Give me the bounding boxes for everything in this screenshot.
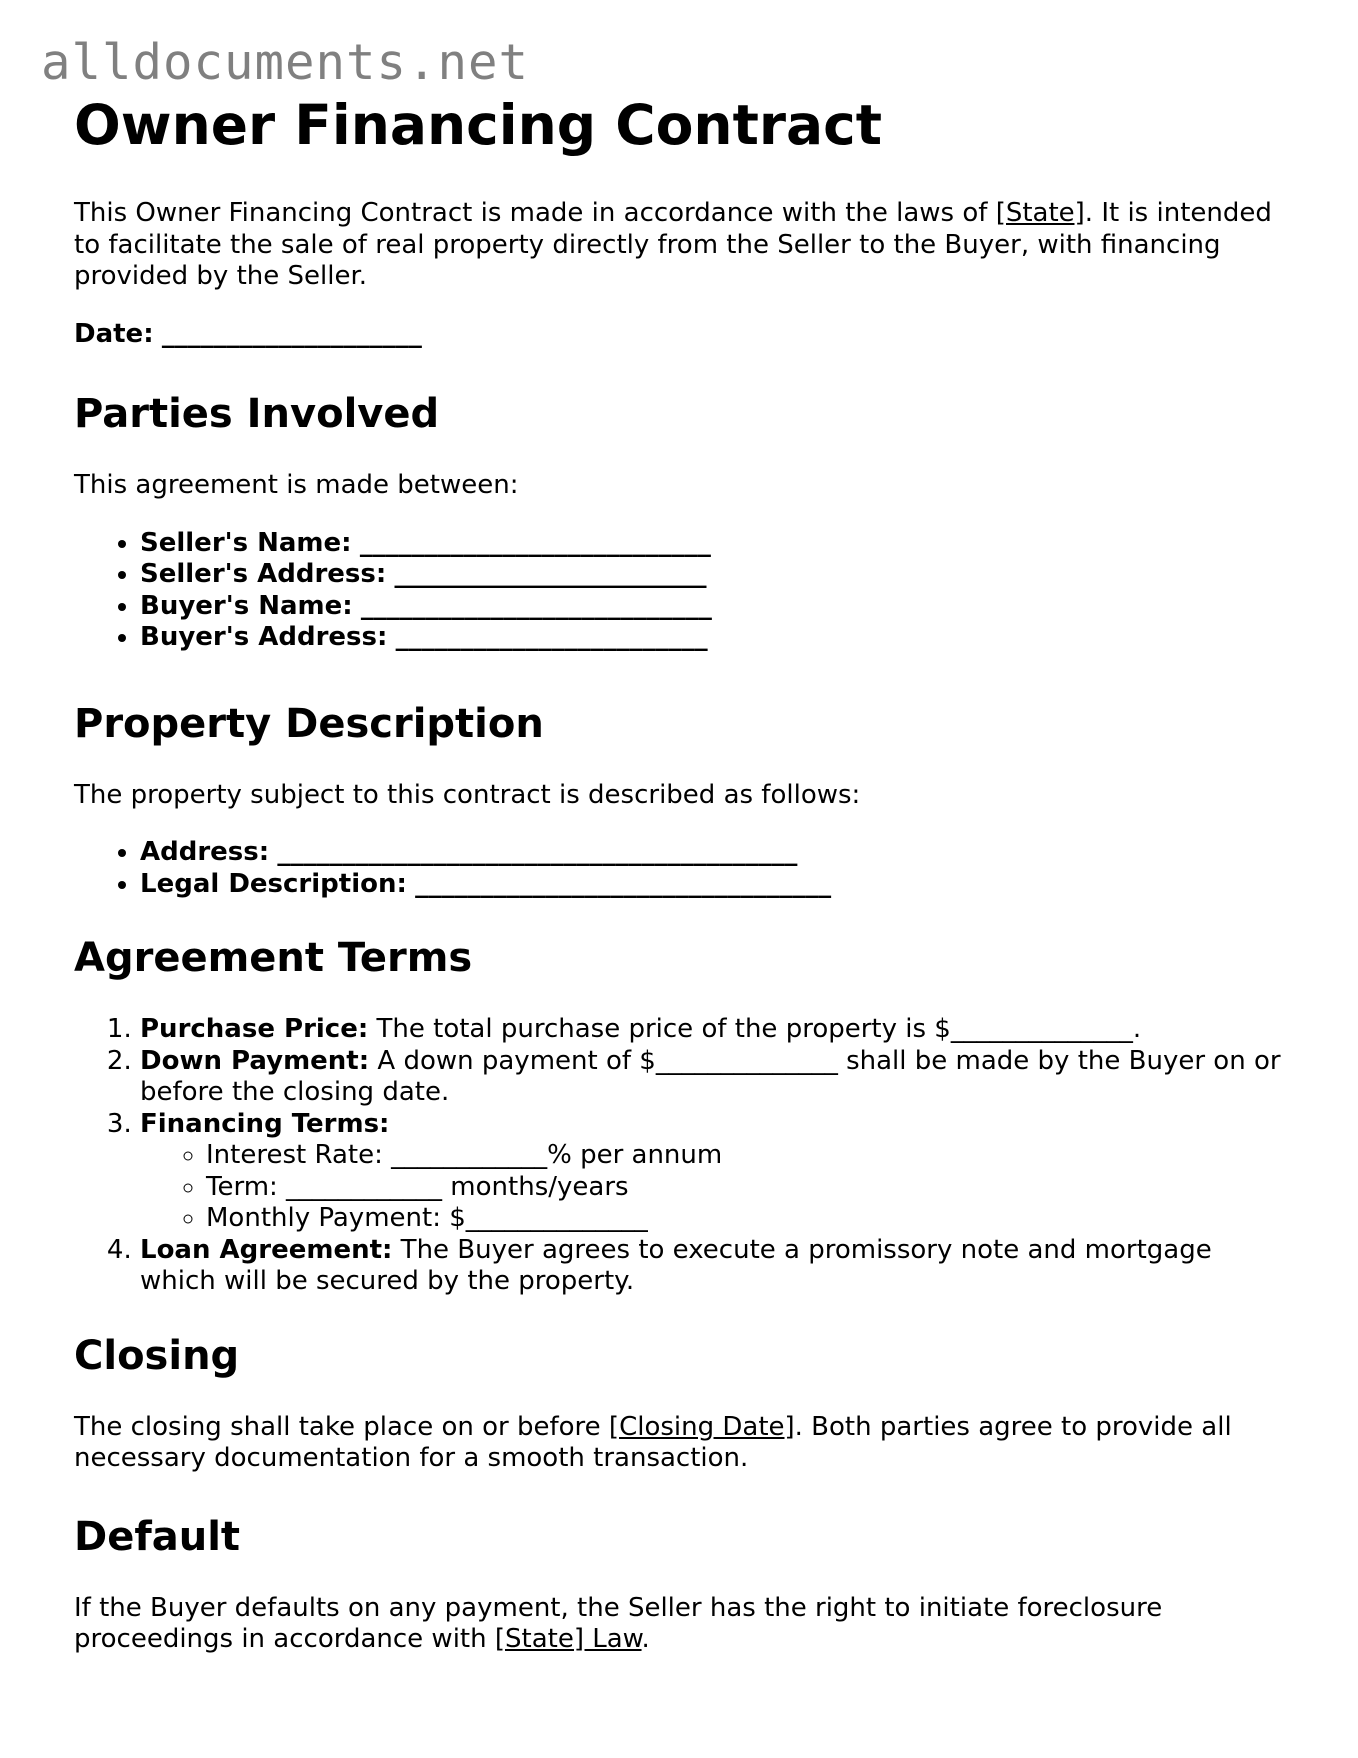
buyer-address-label: Buyer's Address: (140, 622, 388, 652)
intro-text-after: . It is intended to facilitate the sale of real property directly from the Seller to the Buyer, with financing provided by the Seller. (74, 198, 1272, 291)
parties-lead: This agreement is made between: (74, 470, 519, 500)
terms-list (74, 1014, 1284, 1298)
purchase-price-text: The total purchase price of the property is $______________. (368, 1014, 1142, 1044)
list-item (140, 837, 1284, 869)
purchase-price-label: Purchase Price: (140, 1014, 369, 1044)
page-title: Owner Financing Contract (74, 93, 883, 157)
date-blank[interactable]: ____________________ (161, 318, 422, 349)
state-link[interactable]: [State] (995, 198, 1085, 228)
property-list (74, 837, 1284, 900)
buyer-name-blank[interactable]: ___________________________ (360, 590, 712, 621)
monthly-payment-item: ◦ Monthly Payment: $______________ (206, 1203, 1284, 1235)
list-item (140, 1109, 1284, 1235)
watermark: alldocuments.net (41, 34, 530, 91)
loan-agreement-text: The Buyer agrees to execute a promissory note and mortgage which will be secured by the property. (140, 1234, 1212, 1296)
down-payment-text: A down payment of $______________ shall be made by the Buyer on or before the closing date. (140, 1045, 1281, 1107)
list-item (140, 528, 1284, 560)
list-item (140, 1235, 1284, 1298)
buyer-name-label: Buyer's Name: (140, 590, 353, 621)
intro-text-before: This Owner Financing Contract is made in accordance with the laws of (74, 198, 996, 228)
list-item (140, 869, 1284, 901)
document-page (74, 92, 1284, 1682)
intro-paragraph (74, 198, 1284, 293)
down-payment-label: Down Payment: (140, 1045, 370, 1076)
buyer-address-blank[interactable]: ________________________ (395, 622, 708, 652)
parties-list (74, 528, 1284, 654)
term-item: ◦ Term: ____________ months/years (206, 1172, 1284, 1204)
default-paragraph (74, 1593, 1284, 1656)
list-item (140, 1014, 1284, 1046)
property-address-label: Address: (140, 837, 270, 867)
property-address-blank[interactable]: ________________________________________ (277, 837, 798, 867)
loan-agreement-label: Loan Agreement: (140, 1234, 393, 1265)
list-item (140, 559, 1284, 591)
closing-text-after: . Both parties agree to provide all necessary documentation for a smooth transaction. (74, 1411, 1232, 1473)
default-heading: Default (74, 1513, 241, 1560)
closing-heading: Closing (74, 1332, 240, 1379)
seller-address-label: Seller's Address: (140, 559, 387, 589)
terms-heading: Agreement Terms (74, 935, 473, 981)
closing-paragraph (74, 1412, 1284, 1475)
property-lead: The property subject to this contract is described as follows: (74, 779, 861, 810)
seller-address-blank[interactable]: ________________________ (394, 559, 707, 589)
legal-description-blank[interactable]: ________________________________ (415, 868, 832, 899)
property-heading: Property Description (74, 700, 544, 747)
seller-name-label: Seller's Name: (140, 527, 352, 558)
seller-name-blank[interactable]: ___________________________ (359, 527, 711, 558)
closing-text-before: The closing shall take place on or before (74, 1411, 609, 1442)
date-label: Date: (74, 318, 154, 349)
list-item (140, 622, 1284, 654)
list-item (140, 591, 1284, 623)
state-law-link[interactable]: [State] Law (494, 1624, 642, 1654)
parties-heading: Parties Involved (74, 391, 440, 437)
list-item (140, 1046, 1284, 1109)
closing-date-link[interactable]: [Closing Date] (608, 1411, 795, 1442)
default-text-after: . (641, 1624, 650, 1654)
legal-description-label: Legal Description: (140, 868, 407, 899)
financing-terms-label: Financing Terms: (140, 1108, 390, 1139)
interest-rate-item: ◦ Interest Rate: ____________% per annum (206, 1140, 1284, 1172)
financing-sublist (140, 1140, 1284, 1235)
default-text-before: If the Buyer defaults on any payment, the Seller has the right to initiate foreclosure proceedings in accordance with (74, 1592, 1163, 1654)
date-line (74, 319, 1284, 351)
